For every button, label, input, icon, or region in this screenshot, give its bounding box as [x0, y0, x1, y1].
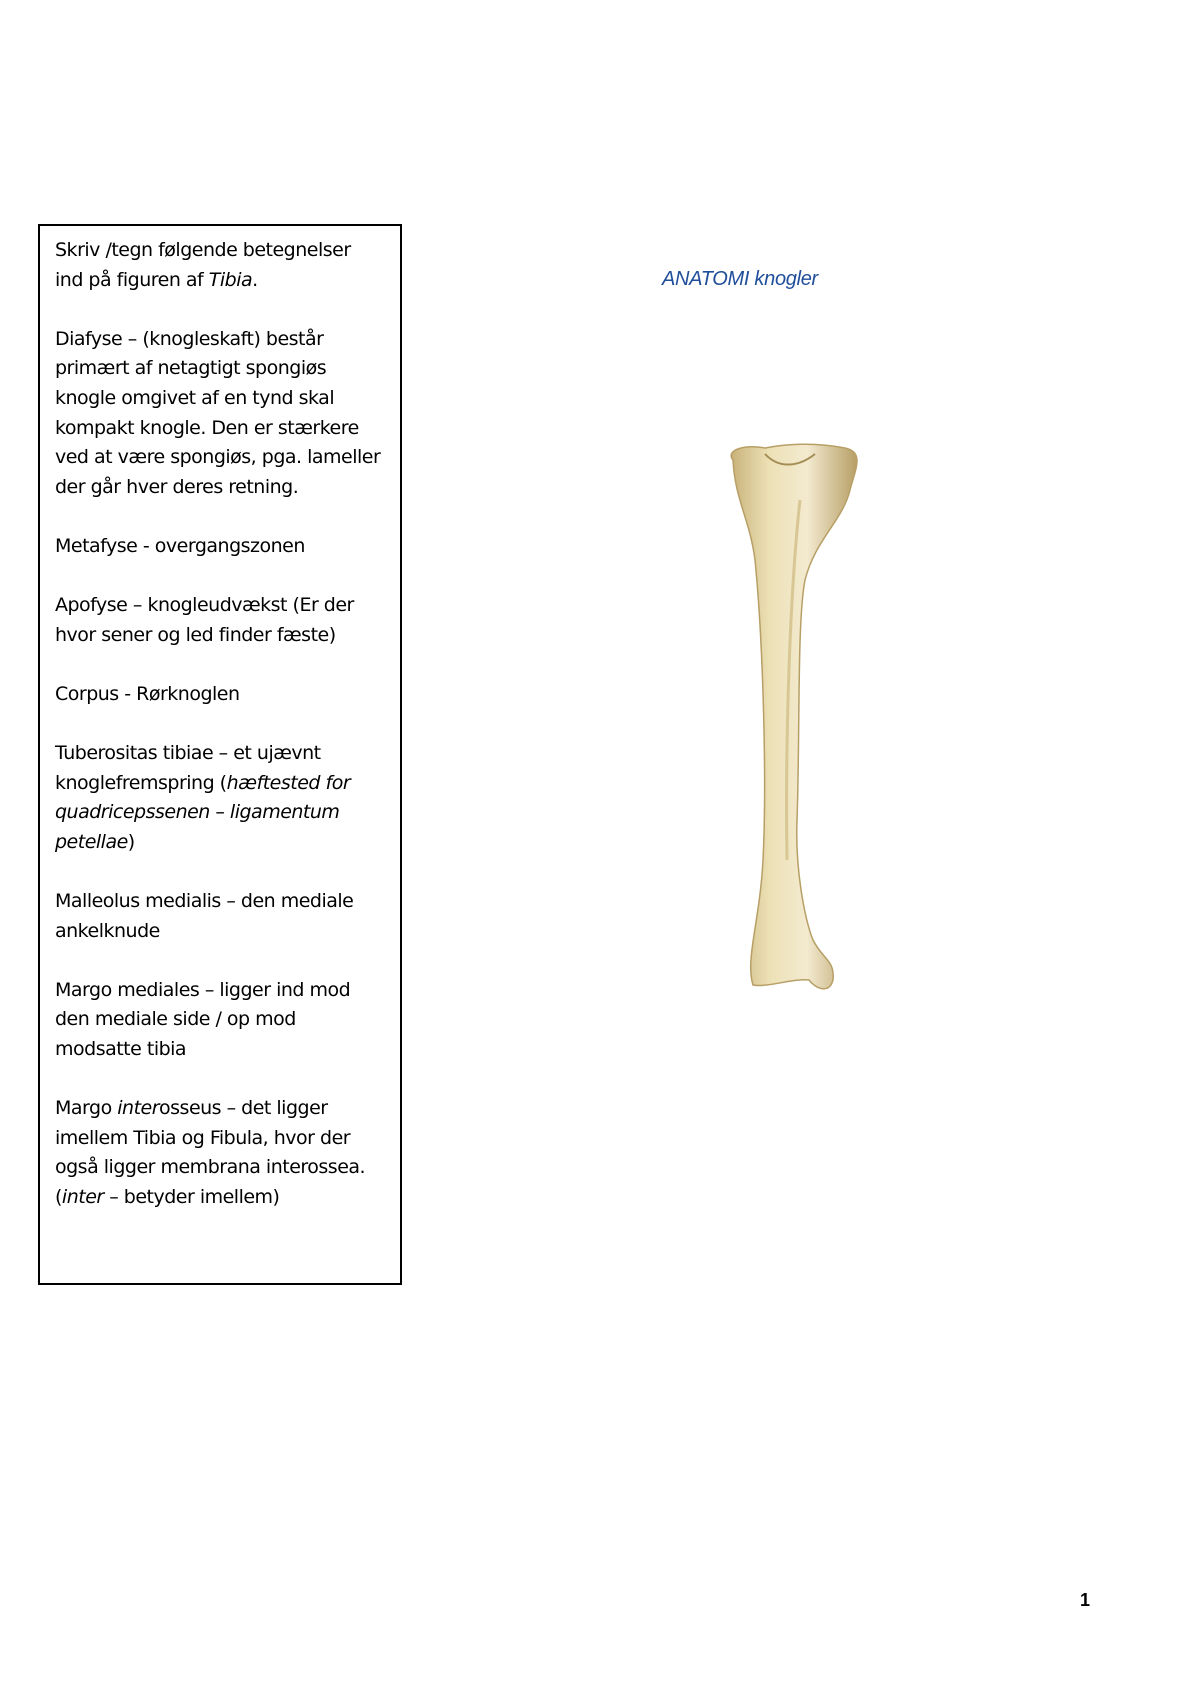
- term-diafyse: Diafyse – (knogleskaft) består primært af netagtigt spongiøs knogle omgivet af en tynd skal kompakt knogle. Den er stærkere ved at være spongiøs, pga. lameller der går hver deres retning.: [55, 327, 381, 498]
- instruction-line-2: ind på figuren af: [55, 268, 209, 291]
- tuberositas-italic: hæftested for quadricepssenen – ligamentum petellae: [55, 771, 351, 853]
- page-number: 1: [1080, 1590, 1091, 1610]
- interosseus-text: osseus – det ligger imellem Tibia og Fibula, hvor der også ligger membrana interossea.: [55, 1097, 366, 1179]
- interosseus-pre: Margo: [55, 1097, 118, 1120]
- instruction-text: [55, 236, 385, 295]
- inter-italic: inter: [61, 1186, 104, 1208]
- tibia-bone-image: [705, 440, 880, 1005]
- instruction-period: .: [252, 268, 258, 291]
- term-margo-interosseus: [55, 1094, 385, 1212]
- tuberositas-close: ): [127, 830, 135, 853]
- term-malleolus: Malleolus medialis – den mediale ankelknude: [55, 890, 354, 942]
- tibia-shape: [731, 444, 857, 989]
- instruction-tibia: Tibia: [208, 268, 253, 291]
- term-corpus: Corpus - Rørknoglen: [55, 682, 240, 705]
- page-heading: ANATOMI knogler: [662, 268, 818, 290]
- interosseus-italic: inter: [117, 1097, 160, 1120]
- inter-open: (: [55, 1186, 62, 1208]
- terms-textbox: [38, 224, 402, 1285]
- tuberositas-text: Tuberositas tibiae – et ujævnt knoglefremspring (: [55, 742, 321, 794]
- term-margo-medialis: Margo mediales – ligger ind mod den mediale side / op mod modsatte tibia: [55, 978, 351, 1061]
- instruction-line-1: Skriv /tegn følgende betegnelser: [55, 239, 351, 261]
- inter-text: – betyder imellem): [103, 1186, 280, 1208]
- term-tuberositas: [55, 739, 385, 857]
- term-metafyse: Metafyse - overgangszonen: [55, 534, 305, 557]
- term-apofyse: Apofyse – knogleudvækst (Er der hvor sener og led finder fæste): [55, 594, 354, 646]
